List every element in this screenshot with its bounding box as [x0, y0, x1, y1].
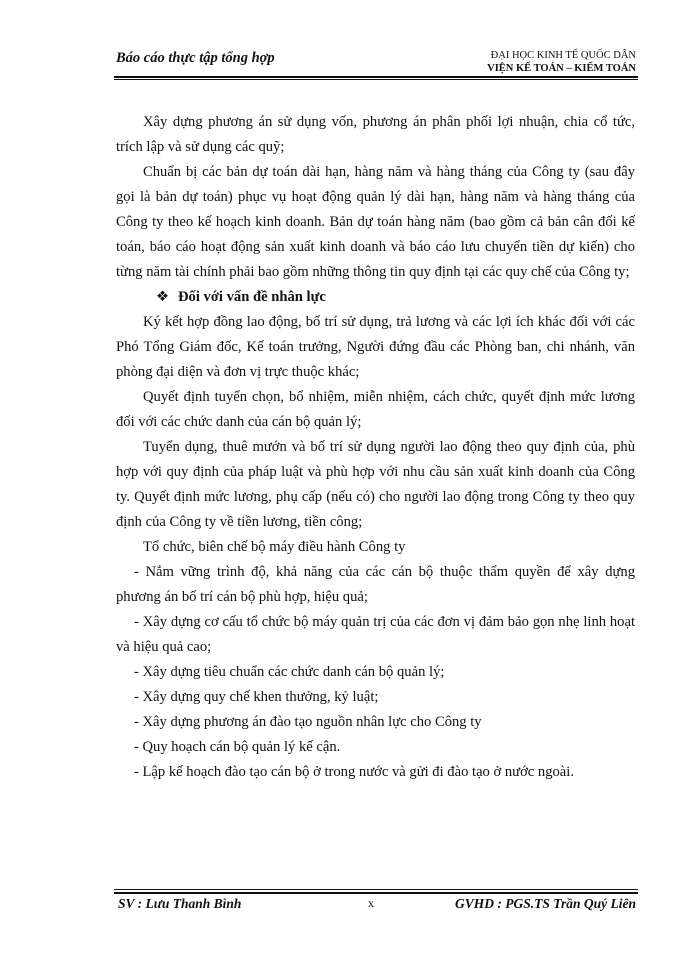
dash-list-item: - Xây dựng quy chế khen thưởng, kỷ luật; [134, 689, 379, 705]
footer-rule-thin [114, 889, 638, 890]
paragraph: Ký kết hợp đồng lao động, bố trí sử dụng, trả lương và các lợi ích khác đối với các Phó Tổng Giám đốc, Kế toán trưởng, Người đứng đầu các Phòng ban, chi nhánh, văn phòng đại diện và đơn vị trực thuộc khác; [116, 314, 635, 380]
paragraph: Tổ chức, biên chế bộ máy điều hành Công ty [143, 539, 406, 555]
section-heading [156, 285, 635, 310]
dash-list-item: - Nắm vững trình độ, khả năng của các cán bộ thuộc thẩm quyền để xây dựng phương án bố trí cán bộ phù hợp, hiệu quả; [116, 564, 635, 605]
diamond-bullet-icon: ❖ [156, 289, 170, 305]
paragraph: Chuẩn bị các bản dự toán dài hạn, hàng năm và hàng tháng của Công ty (sau đây gọi là bản dự toán) phục vụ hoạt động quản lý dài hạn, hàng năm và hàng tháng của Công ty theo kế hoạch kinh doanh. Bản dự toán hàng năm (bao gồm cả bản cân đối kế toán, báo cáo hoạt động sản xuất kinh doanh và báo cáo lưu chuyển tiền dự kiến) cho từng năm tài chính phải bao gồm những thông tin quy định tại các quy chế của Công ty; [116, 164, 635, 280]
dash-list-item: - Xây dựng cơ cấu tổ chức bộ máy quản trị của các đơn vị đảm bảo gọn nhẹ linh hoạt và hiệu quả cao; [116, 614, 635, 655]
footer-page-number: x [368, 896, 374, 910]
footer-student: SV : Lưu Thanh Bình [118, 896, 242, 911]
header-report-title: Báo cáo thực tập tổng hợp [116, 50, 275, 66]
section-heading-text: Đối với vấn đề nhân lực [178, 289, 326, 305]
dash-list-item: - Xây dựng tiêu chuẩn các chức danh cán bộ quản lý; [134, 664, 445, 680]
paragraph: Tuyển dụng, thuê mướn và bố trí sử dụng người lao động theo quy định của, phù hợp với quy định của pháp luật và phù hợp với nhu cầu sản xuất kinh doanh của Công ty. Quyết định mức lương, phụ cấp (nếu có) cho người lao động trong Công ty theo quy định của Công ty về tiền lương, tiền công; [116, 439, 635, 530]
header-rule-thick [114, 76, 638, 78]
footer-rule-thick [114, 892, 638, 894]
dash-list-item: - Quy hoạch cán bộ quản lý kế cận. [134, 739, 341, 755]
header-university: ĐẠI HỌC KINH TẾ QUỐC DÂN [490, 50, 636, 61]
header-institution [487, 49, 636, 75]
dash-list-item: - Lập kế hoạch đào tạo cán bộ ở trong nước và gửi đi đào tạo ở nước ngoài. [134, 764, 574, 780]
page-body [116, 110, 635, 785]
header-institute: VIỆN KẾ TOÁN – KIỂM TOÁN [487, 63, 636, 74]
footer-supervisor: GVHD : PGS.TS Trần Quý Liên [454, 896, 636, 911]
dash-list-item: - Xây dựng phương án đào tạo nguồn nhân lực cho Công ty [134, 714, 482, 730]
paragraph: Quyết định tuyển chọn, bổ nhiệm, miễn nhiệm, cách chức, quyết định mức lương đối với các chức danh của cán bộ quản lý; [116, 389, 635, 430]
paragraph: Xây dựng phương án sử dụng vốn, phương án phân phối lợi nhuận, chia cổ tức, trích lập và sử dụng các quỹ; [116, 114, 635, 155]
header-rule-thin [114, 79, 638, 80]
